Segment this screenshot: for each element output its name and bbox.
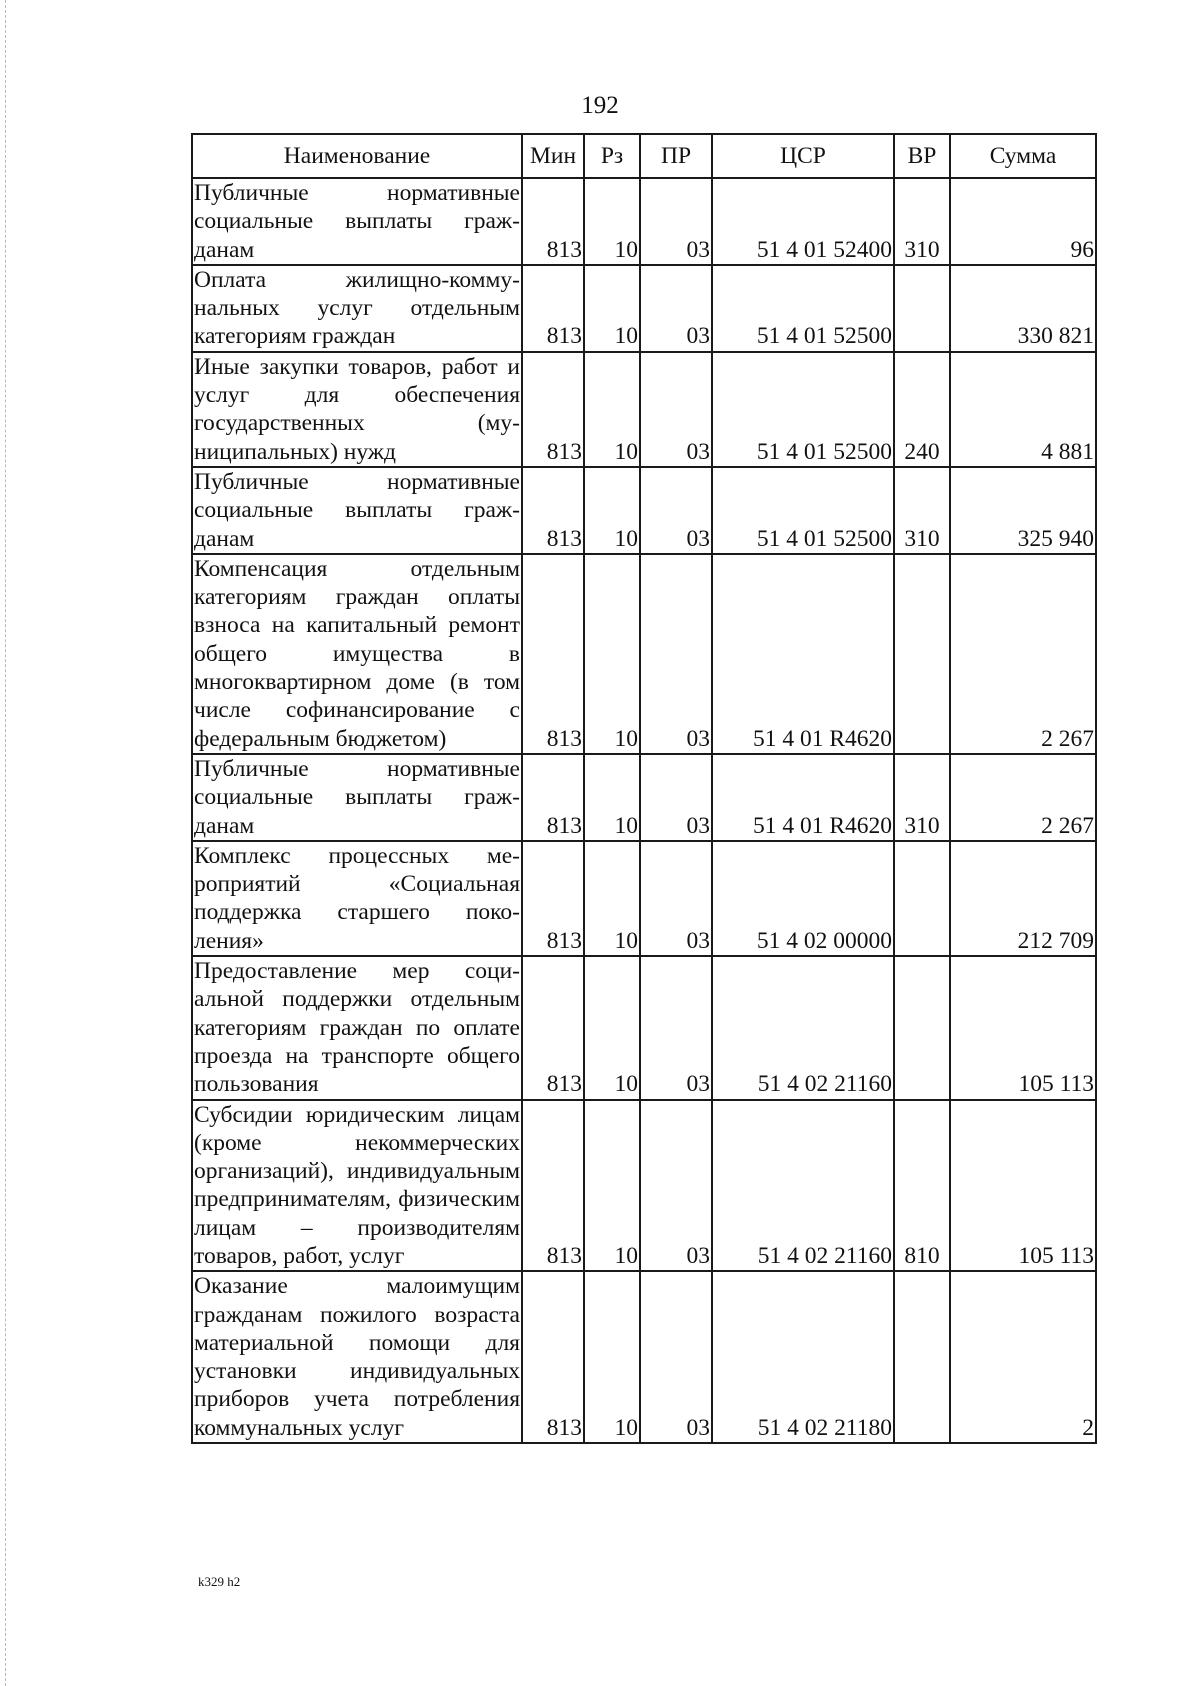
row-csr: 51 4 01 52500	[712, 467, 894, 554]
row-name: Комплекс процессных мероприятий «Социальная поддержка старшего поколения»	[192, 841, 522, 956]
row-pr: 03	[640, 178, 712, 265]
table-row	[192, 841, 1096, 956]
row-min: 813	[522, 554, 584, 754]
row-pr: 03	[640, 554, 712, 754]
page-number: 192	[581, 92, 619, 119]
row-csr: 51 4 02 21180	[712, 1271, 894, 1443]
row-sum: 105 113	[950, 1100, 1096, 1272]
row-min: 813	[522, 841, 584, 956]
row-vr: 310	[894, 178, 950, 265]
row-rz: 10	[584, 841, 640, 956]
table-row	[192, 754, 1096, 841]
row-min: 813	[522, 956, 584, 1099]
row-name: Оказание малоимущим гражданам пожилого возраста материальной помощи для установки индивидуальных приборов учета потребления коммунальных услуг	[192, 1271, 522, 1443]
row-pr: 03	[640, 754, 712, 841]
row-rz: 10	[584, 1271, 640, 1443]
row-name: Компенсация отдельным категориям граждан оплаты взноса на капитальный ремонт общего имущества в многоквартирном доме (в том числе софинансирование с федеральным бюджетом)	[192, 554, 522, 754]
scan-edge-line	[5, 0, 7, 1686]
row-vr	[894, 265, 950, 352]
row-rz: 10	[584, 265, 640, 352]
row-min: 813	[522, 1100, 584, 1272]
header-name: Наименование	[192, 134, 522, 178]
row-min: 813	[522, 178, 584, 265]
row-sum: 105 113	[950, 956, 1096, 1099]
row-rz: 10	[584, 352, 640, 467]
table-row	[192, 1100, 1096, 1272]
row-min: 813	[522, 265, 584, 352]
row-rz: 10	[584, 956, 640, 1099]
table-row	[192, 956, 1096, 1099]
row-pr: 03	[640, 1271, 712, 1443]
row-pr: 03	[640, 265, 712, 352]
header-pr: ПР	[640, 134, 712, 178]
row-name: Публичные нормативные социальные выплаты гражданам	[192, 178, 522, 265]
row-sum: 2	[950, 1271, 1096, 1443]
row-csr: 51 4 02 21160	[712, 956, 894, 1099]
row-sum: 2 267	[950, 754, 1096, 841]
row-min: 813	[522, 467, 584, 554]
row-min: 813	[522, 1271, 584, 1443]
row-pr: 03	[640, 1100, 712, 1272]
row-pr: 03	[640, 467, 712, 554]
table-row	[192, 265, 1096, 352]
header-sum: Сумма	[950, 134, 1096, 178]
row-vr	[894, 1271, 950, 1443]
table-row	[192, 352, 1096, 467]
header-vr: ВР	[894, 134, 950, 178]
row-sum: 330 821	[950, 265, 1096, 352]
row-csr: 51 4 01 52500	[712, 265, 894, 352]
row-min: 813	[522, 754, 584, 841]
row-rz: 10	[584, 178, 640, 265]
header-csr: ЦСР	[712, 134, 894, 178]
row-name: Предоставление мер социальной поддержки отдельным категориям граждан по оплате проезда на транспорте общего пользования	[192, 956, 522, 1099]
footer-code: k329 h2	[198, 1574, 241, 1589]
row-csr: 51 4 01 R4620	[712, 754, 894, 841]
row-name: Субсидии юридическим лицам (кроме некоммерческих организаций), индивидуальным предпринимателям, физическим лицам – производителям товаров, работ, услуг	[192, 1100, 522, 1272]
row-rz: 10	[584, 754, 640, 841]
row-vr	[894, 554, 950, 754]
table-header-row	[192, 134, 1096, 178]
row-csr: 51 4 01 52500	[712, 352, 894, 467]
row-pr: 03	[640, 841, 712, 956]
row-vr: 310	[894, 754, 950, 841]
row-vr: 810	[894, 1100, 950, 1272]
row-csr: 51 4 01 52400	[712, 178, 894, 265]
table-row	[192, 1271, 1096, 1443]
row-csr: 51 4 02 21160	[712, 1100, 894, 1272]
table-row	[192, 554, 1096, 754]
header-rz: Рз	[584, 134, 640, 178]
table-row	[192, 467, 1096, 554]
row-vr: 310	[894, 467, 950, 554]
row-vr	[894, 841, 950, 956]
row-rz: 10	[584, 467, 640, 554]
row-sum: 4 881	[950, 352, 1096, 467]
row-name: Публичные нормативные социальные выплаты гражданам	[192, 754, 522, 841]
row-sum: 96	[950, 178, 1096, 265]
row-vr: 240	[894, 352, 950, 467]
budget-table	[191, 133, 1097, 1444]
row-min: 813	[522, 352, 584, 467]
row-sum: 212 709	[950, 841, 1096, 956]
row-sum: 2 267	[950, 554, 1096, 754]
row-name: Оплата жилищно-коммунальных услуг отдельным категориям граждан	[192, 265, 522, 352]
row-name: Иные закупки товаров, работ и услуг для обеспечения государственных (муниципальных) нужд	[192, 352, 522, 467]
row-vr	[894, 956, 950, 1099]
row-csr: 51 4 02 00000	[712, 841, 894, 956]
row-pr: 03	[640, 956, 712, 1099]
header-min: Мин	[522, 134, 584, 178]
row-rz: 10	[584, 1100, 640, 1272]
row-rz: 10	[584, 554, 640, 754]
row-sum: 325 940	[950, 467, 1096, 554]
table-row	[192, 178, 1096, 265]
row-pr: 03	[640, 352, 712, 467]
row-name: Публичные нормативные социальные выплаты гражданам	[192, 467, 522, 554]
row-csr: 51 4 01 R4620	[712, 554, 894, 754]
